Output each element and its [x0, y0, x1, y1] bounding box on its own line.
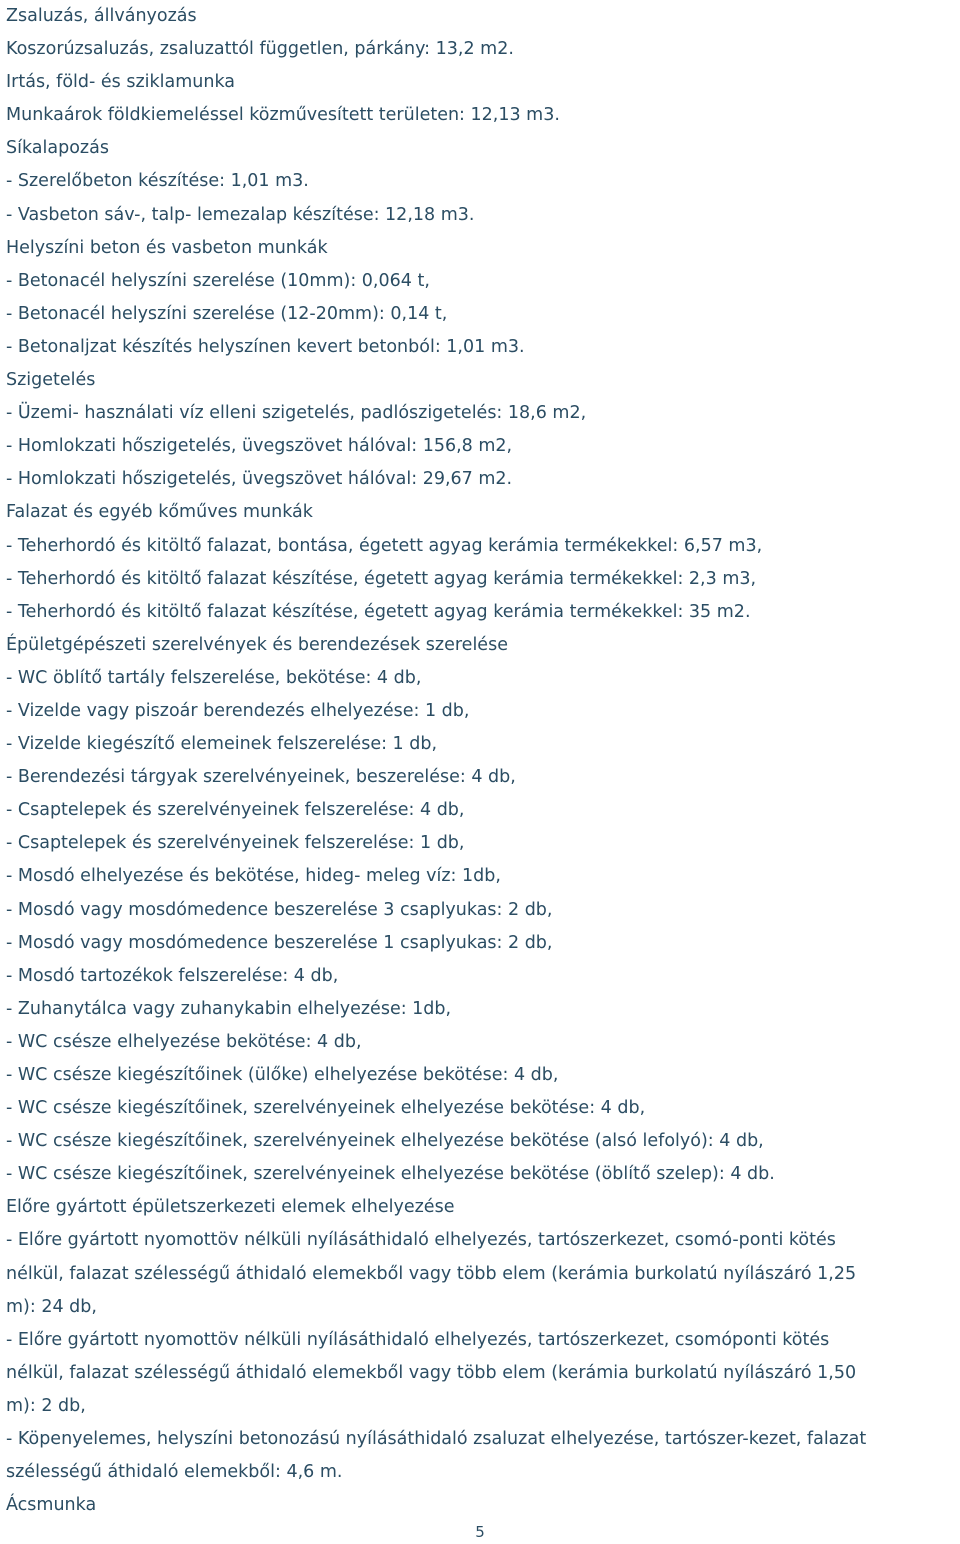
list-item: - Homlokzati hőszigetelés, üvegszövet hálóval: 156,8 m2,: [6, 436, 513, 457]
section-heading-carpentry: Ácsmunka: [6, 1495, 97, 1516]
text-line: Koszorúzsaluzás, zsaluzattól független, párkány: 13,2 m2.: [6, 39, 514, 60]
list-item: - Üzemi- használati víz elleni szigetelés, padlószigetelés: 18,6 m2,: [6, 403, 587, 424]
section-heading-earthwork: Irtás, föld- és sziklamunka: [6, 72, 236, 93]
list-item-continuation: m): 2 db,: [6, 1395, 86, 1416]
list-item: - Mosdó vagy mosdómedence beszerelése 1 csaplyukas: 2 db,: [6, 932, 553, 953]
list-item-continuation: nélkül, falazat szélességű áthidaló elemekből vagy több elem (kerámia burkolatú nyílászáró 1,50: [6, 1362, 857, 1383]
list-item: - Mosdó tartozékok felszerelése: 4 db,: [6, 965, 339, 986]
list-item: - WC csésze kiegészítőinek, szerelvényeinek elhelyezése bekötése (alsó lefolyó): 4 db,: [6, 1131, 764, 1152]
list-item: - Berendezési tárgyak szerelvényeinek, beszerelése: 4 db,: [6, 767, 516, 788]
list-item: - Homlokzati hőszigetelés, üvegszövet hálóval: 29,67 m2.: [6, 469, 513, 490]
section-heading-building-services: Épületgépészeti szerelvények és berendezések szerelése: [6, 634, 508, 655]
list-item: - Betonacél helyszíni szerelése (12-20mm): 0,14 t,: [6, 303, 448, 324]
list-item-continuation: m): 24 db,: [6, 1296, 97, 1317]
section-heading-prefabricated: Előre gyártott épületszerkezeti elemek elhelyezése: [6, 1197, 455, 1218]
list-item-continuation: nélkül, falazat szélességű áthidaló elemekből vagy több elem (kerámia burkolatú nyílászáró 1,25: [6, 1263, 857, 1284]
list-item-continuation: szélességű áthidaló elemekből: 4,6 m.: [6, 1462, 343, 1483]
list-item: - Vasbeton sáv-, talp- lemezalap készítése: 12,18 m3.: [6, 204, 475, 225]
list-item: - Betonacél helyszíni szerelése (10mm): 0,064 t,: [6, 270, 430, 291]
list-item: - Csaptelepek és szerelvényeinek felszerelése: 4 db,: [6, 800, 465, 821]
text-line: Munkaárok földkiemeléssel közművesített területen: 12,13 m3.: [6, 105, 560, 126]
list-item: - Teherhordó és kitöltő falazat készítése, égetett agyag kerámia termékekkel: 35 m2.: [6, 601, 751, 622]
section-heading-concrete: Helyszíni beton és vasbeton munkák: [6, 237, 328, 258]
list-item: - Vizelde kiegészítő elemeinek felszerelése: 1 db,: [6, 734, 438, 755]
section-heading-foundation: Síkalapozás: [6, 138, 109, 159]
list-item: - Mosdó elhelyezése és bekötése, hideg- meleg víz: 1db,: [6, 866, 501, 887]
list-item: - Csaptelepek és szerelvényeinek felszerelése: 1 db,: [6, 833, 465, 854]
list-item: - WC csésze elhelyezése bekötése: 4 db,: [6, 1031, 362, 1052]
list-item: - Előre gyártott nyomottöv nélküli nyílásáthidaló elhelyezés, tartószerkezet, csomó-ponti kötés: [6, 1230, 836, 1251]
list-item: - Vizelde vagy piszoár berendezés elhelyezése: 1 db,: [6, 700, 470, 721]
section-heading-masonry: Falazat és egyéb kőműves munkák: [6, 502, 313, 523]
list-item: - Zuhanytálca vagy zuhanykabin elhelyezése: 1db,: [6, 998, 452, 1019]
list-item: - Köpenyelemes, helyszíni betonozású nyílásáthidaló zsaluzat elhelyezése, tartószer-kezet, falazat: [6, 1429, 867, 1450]
section-heading-insulation: Szigetelés: [6, 370, 96, 391]
page-number: 5: [475, 1523, 485, 1541]
list-item: - Teherhordó és kitöltő falazat készítése, égetett agyag kerámia termékekkel: 2,3 m3,: [6, 568, 757, 589]
list-item: - WC öblítő tartály felszerelése, bekötése: 4 db,: [6, 667, 422, 688]
list-item: - Mosdó vagy mosdómedence beszerelése 3 csaplyukas: 2 db,: [6, 899, 553, 920]
list-item: - Előre gyártott nyomottöv nélküli nyílásáthidaló elhelyezés, tartószerkezet, csomóponti kötés: [6, 1329, 830, 1350]
list-item: - WC csésze kiegészítőinek, szerelvényeinek elhelyezése bekötése: 4 db,: [6, 1098, 646, 1119]
list-item: - WC csésze kiegészítőinek, szerelvényeinek elhelyezése bekötése (öblítő szelep): 4 db.: [6, 1164, 775, 1185]
list-item: - WC csésze kiegészítőinek (ülőke) elhelyezése bekötése: 4 db,: [6, 1065, 559, 1085]
document-body: [6, 0, 956, 1522]
list-item: - Teherhordó és kitöltő falazat, bontása, égetett agyag kerámia termékekkel: 6,57 m3,: [6, 535, 763, 556]
list-item: - Szerelőbeton készítése: 1,01 m3.: [6, 171, 309, 192]
list-item: - Betonaljzat készítés helyszínen kevert betonból: 1,01 m3.: [6, 336, 525, 357]
section-heading-formwork: Zsaluzás, állványozás: [6, 6, 197, 26]
